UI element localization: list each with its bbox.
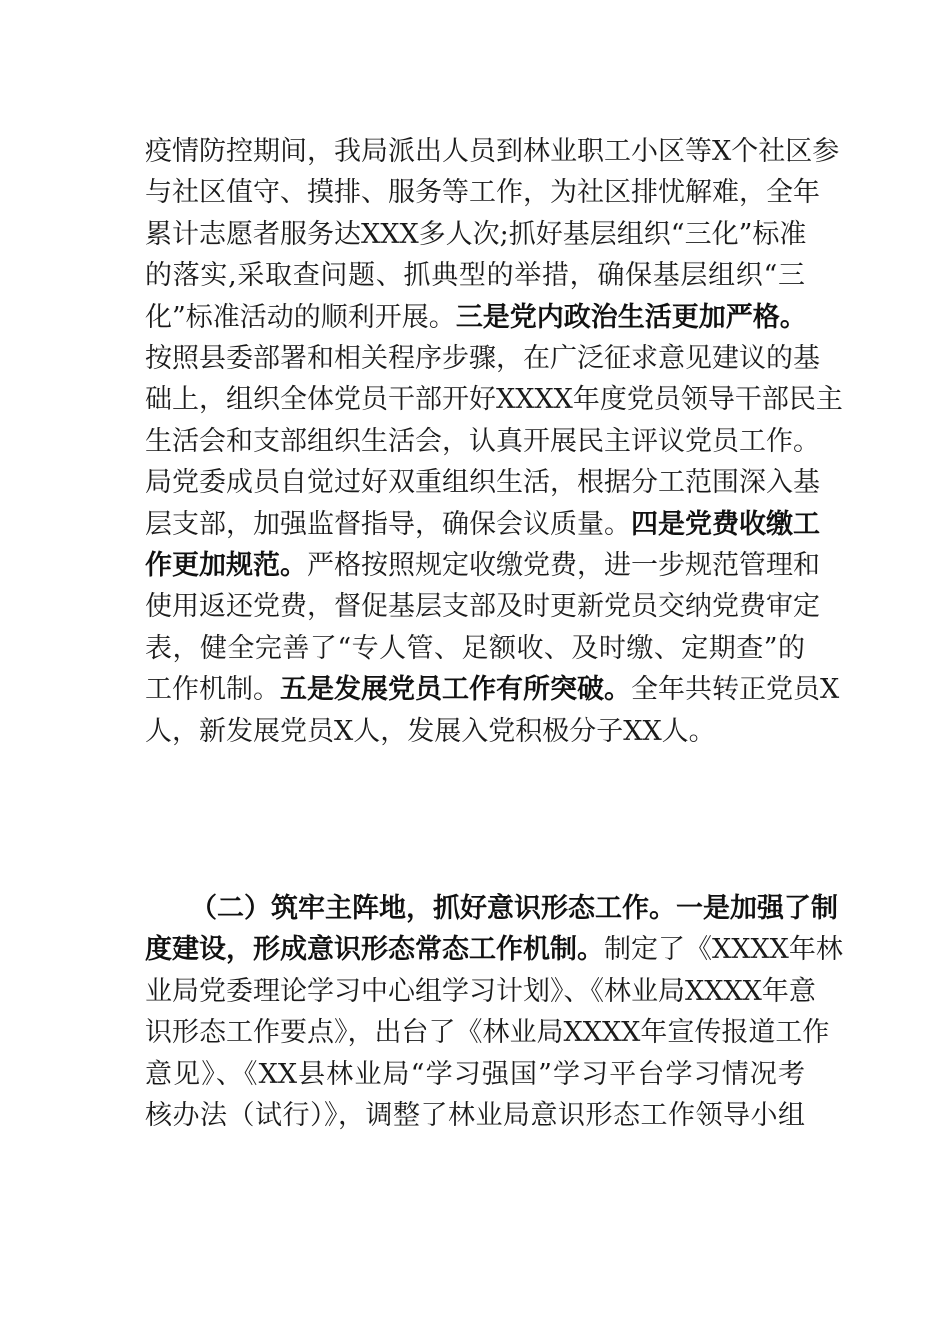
text-line (145, 1013, 830, 1053)
text-line (145, 712, 805, 752)
text-run: 与社区值守、摸排、服务等工作，为社区排忧解难，全年 (145, 177, 820, 209)
text-run: 工作机制。 (145, 674, 280, 706)
bold-text-run: 度建设，形成意识形态常态工作机制。 (145, 934, 604, 966)
text-line (145, 629, 805, 669)
text-line (145, 670, 840, 710)
text-run: 严格按照规定收缴党费，进一步规范管理和 (307, 550, 820, 581)
bold-text-run: 四是党费收缴工 (631, 508, 820, 540)
text-line (145, 930, 843, 970)
text-run: 识形态工作要点》，出台了《林业局XXXX年宣传报道工作 (145, 1017, 830, 1049)
text-run: 按照县委部署和相关程序步骤，在广泛征求意见建议的基 (145, 343, 820, 374)
text-run: 累计志愿者服务达XXX多人次;抓好基层组织“三化”标准 (145, 218, 807, 250)
text-line (145, 505, 820, 545)
text-run: 层支部，加强监督指导，确保会议质量。 (145, 508, 631, 540)
text-run: 的落实,采取查问题、抓典型的举措，确保基层组织“三 (145, 260, 805, 292)
text-run: 制定了《XXXX年林 (604, 934, 843, 966)
text-line (145, 972, 816, 1012)
text-line (145, 546, 820, 586)
text-line (145, 215, 805, 255)
text-run: 业局党委理论学习中心组学习计划》、《林业局XXXX年意 (145, 975, 816, 1007)
text-line (190, 889, 838, 929)
text-run: 使用返还党费，督促基层支部及时更新党员交纳党费审定 (145, 591, 820, 623)
text-run: 人，新发展党员X人，发展入党积极分子XX人。 (145, 715, 716, 747)
text-line (145, 173, 820, 213)
text-line (145, 1055, 805, 1095)
text-run: 意见》、《XX县林业局“学习强国”学习平台学习情况考 (145, 1058, 805, 1090)
text-run: 表，健全完善了“专人管、足额收、及时缴、定期查”的 (145, 632, 805, 664)
text-run: 全年共转正党员X (631, 674, 840, 706)
text-run: 化”标准活动的顺利开展。 (145, 301, 456, 333)
bold-text-run: 三是党内政治生活更加严格。 (455, 301, 807, 333)
text-run: 疫情防控期间，我局派出人员到林业职工小区等X个社区参 (145, 136, 840, 167)
text-line (145, 380, 843, 420)
text-line (145, 1096, 805, 1136)
text-run: 生活会和支部组织生活会，认真开展民主评议党员工作。 (145, 425, 820, 457)
text-line (145, 339, 820, 379)
text-line (145, 463, 820, 503)
text-run: 础上，组织全体党员干部开好XXXX年度党员领导干部民主 (145, 384, 843, 416)
bold-text-run: 作更加规范。 (145, 550, 307, 581)
text-line (145, 132, 840, 172)
text-line (145, 298, 805, 338)
bold-text-run: （二）筑牢主阵地，抓好意识形态工作。一是加强了制 (190, 893, 838, 924)
text-line (145, 587, 820, 627)
text-line (145, 422, 820, 462)
text-run: 核办法（试行）》，调整了林业局意识形态工作领导小组 (145, 1100, 805, 1131)
text-run: 局党委成员自觉过好双重组织生活，根据分工范围深入基 (145, 467, 820, 499)
bold-text-run: 五是发展党员工作有所突破。 (280, 674, 631, 706)
text-line (145, 256, 805, 296)
